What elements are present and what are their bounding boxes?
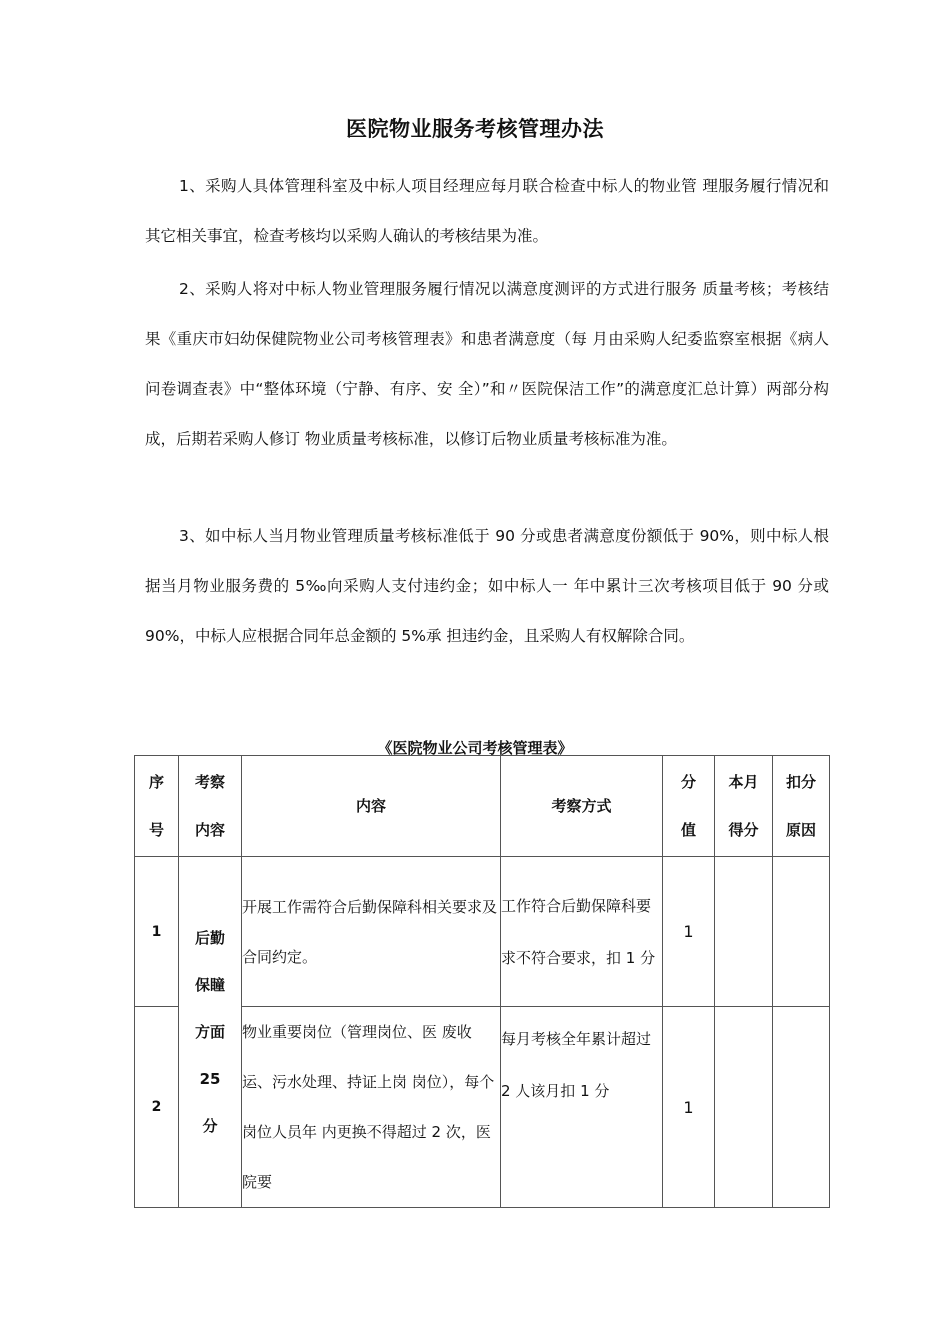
row-method: 工作符合后勤保障科要求不符合要求，扣 1 分 (501, 857, 663, 1007)
row-seq: 2 (135, 1007, 179, 1208)
row-content: 开展工作需符合后勤保障科相关要求及合同约定。 (242, 857, 501, 1007)
paragraph-3: 3、如中标人当月物业管理质量考核标准低于 90 分或患者满意度份额低于 90%，则中标人根据当月物业服务费的 5‰向采购人支付违约金；如中标人一 年中累计三次考核项目低于 90 分或 90%，中标人应根据合同年总金额的 5%承 担违约金，且采购人有权解除合同。 (145, 527, 829, 645)
table-header-row (135, 756, 830, 857)
paragraph-1: 1、采购人具体管理科室及中标人项目经理应每月联合检查中标人的物业管 理服务履行情况和其它相关事宜，检查考核均以采购人确认的考核结果为准。 (145, 177, 829, 245)
category-cell: 后勤 保瞳 方面 25 分 (179, 857, 242, 1208)
table-caption: 《医院物业公司考核管理表》 (377, 739, 573, 757)
header-deduct-reason: 扣分 原因 (773, 756, 830, 857)
row-deduct-reason (773, 857, 830, 1007)
row-score: 1 (663, 857, 715, 1007)
row-month-score (715, 857, 773, 1007)
header-content: 内容 (242, 756, 501, 857)
paragraph-2: 2、采购人将对中标人物业管理服务履行情况以满意度测评的方式进行服务 质量考核；考核结果《重庆市妇幼保健院物业公司考核管理表》和患者满意度（每 月由采购人纪委监察室根据《病人问卷调查表》中“整体环境（宁静、有序、安 全）”和〃医院保洁工作”的满意度汇总计算）两部分构成，后期若采购人修订 物业质量考核标准，以修订后物业质量考核标准为准。 (145, 280, 829, 448)
row-score: 1 (663, 1007, 715, 1208)
header-month-score: 本月 得分 (715, 756, 773, 857)
row-method: 每月考核全年累计超过 2 人该月扣 1 分 (501, 1007, 663, 1208)
table-row (135, 857, 830, 1007)
row-content: 物业重要岗位（管理岗位、医 废收运、污水处理、持证上岗 岗位），每个岗位人员年 内更换不得超过 2 次，医院要 (242, 1007, 501, 1208)
header-method: 考察方式 (501, 756, 663, 857)
header-category: 考察 内容 (179, 756, 242, 857)
row-deduct-reason (773, 1007, 830, 1208)
header-seq: 序 号 (135, 756, 179, 857)
row-month-score (715, 1007, 773, 1208)
header-score: 分 值 (663, 756, 715, 857)
row-seq: 1 (135, 857, 179, 1007)
document-title: 医院物业服务考核管理办法 (346, 117, 604, 141)
assessment-table (134, 755, 830, 1208)
